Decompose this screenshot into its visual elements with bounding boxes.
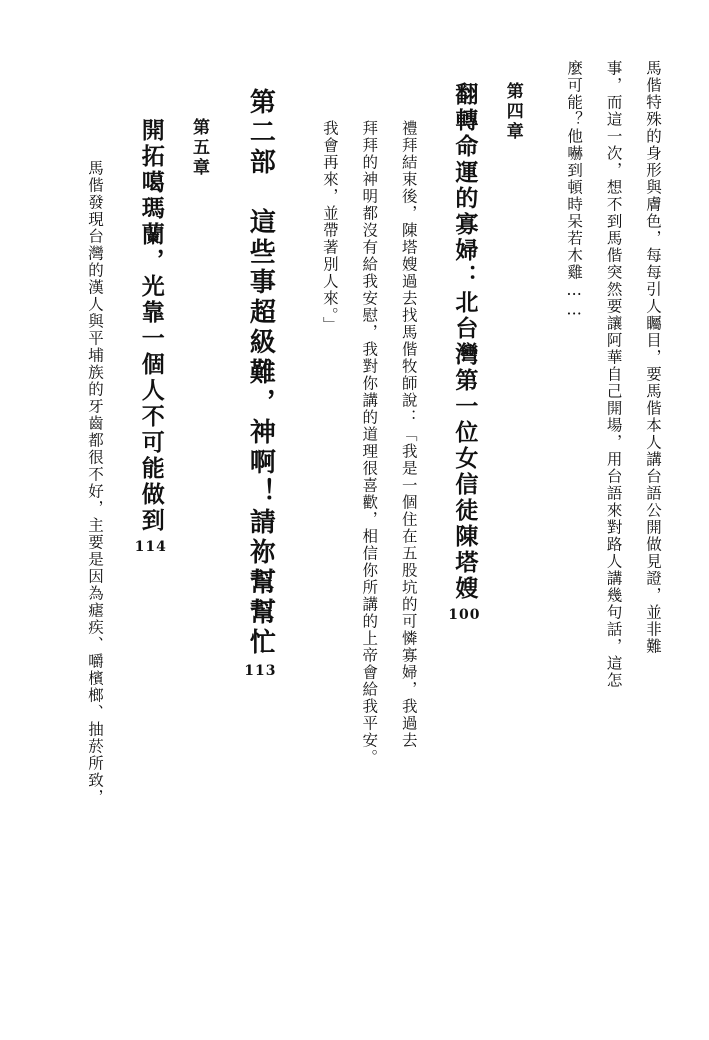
column-gap — [109, 60, 129, 940]
body-line-1: 馬偕特殊的身形與膚色，每每引人矚目，要馬偕本人講台語公開做見證，並非難 — [644, 60, 662, 655]
chapter-4-page-number: 100 — [448, 607, 481, 623]
body-line-4: 禮拜結束後，陳塔嫂過去找馬偕牧師說：「我是一個住在五股坑的可憐寡婦，我過去 — [399, 120, 418, 749]
vertical-text-area — [80, 60, 667, 940]
chapter-5-page-number: 114 — [134, 539, 167, 555]
chapter-title-4 — [443, 60, 487, 962]
column-gap — [173, 60, 183, 940]
body-line-5: 拜拜的神明都沒有給我安慰，我對你講的道理很喜歡，相信你所講的上帝會給我平安。 — [360, 120, 379, 766]
column-gap — [383, 60, 393, 940]
column-gap — [628, 60, 638, 940]
part-title-2-text: 第二部 這些事超級難，神啊！請祢幫幫忙 — [245, 88, 276, 658]
column-gap — [529, 60, 559, 940]
column-group — [80, 60, 667, 940]
column-gap — [284, 60, 314, 940]
chapter-title-5-text: 開拓噶瑪蘭，光靠一個人不可能做到 — [137, 118, 165, 534]
chapter-title-4-text: 翻轉命運的寡婦：北台灣第一位女信徒陳塔嫂 — [451, 82, 479, 602]
part-2-page-number: 113 — [244, 663, 277, 679]
chapter-label-5: 第五章 — [189, 118, 209, 178]
chapter-label-4: 第四章 — [502, 82, 523, 142]
body-line-7: 馬偕發現台灣的漢人與平埔族的牙齒都很不好，主要是因為瘧疾、嚼檳榔、抽菸所致， — [86, 160, 105, 806]
column-gap — [344, 60, 354, 940]
body-line-2: 事，而這一次，想不到馬偕突然要讓阿華自己開場，用台語來對路人講幾句話，這怎 — [604, 60, 623, 689]
body-line-3: 麼可能？他嚇到頓時呆若木雞…… — [565, 60, 584, 320]
part-title-2 — [235, 60, 284, 968]
chapter-title-5 — [129, 60, 173, 998]
column-gap — [423, 60, 443, 940]
column-gap — [486, 60, 496, 940]
column-gap — [215, 60, 235, 940]
column-gap — [588, 60, 598, 940]
body-line-6: 我會再來，並帶著別人來。」 — [320, 120, 339, 334]
